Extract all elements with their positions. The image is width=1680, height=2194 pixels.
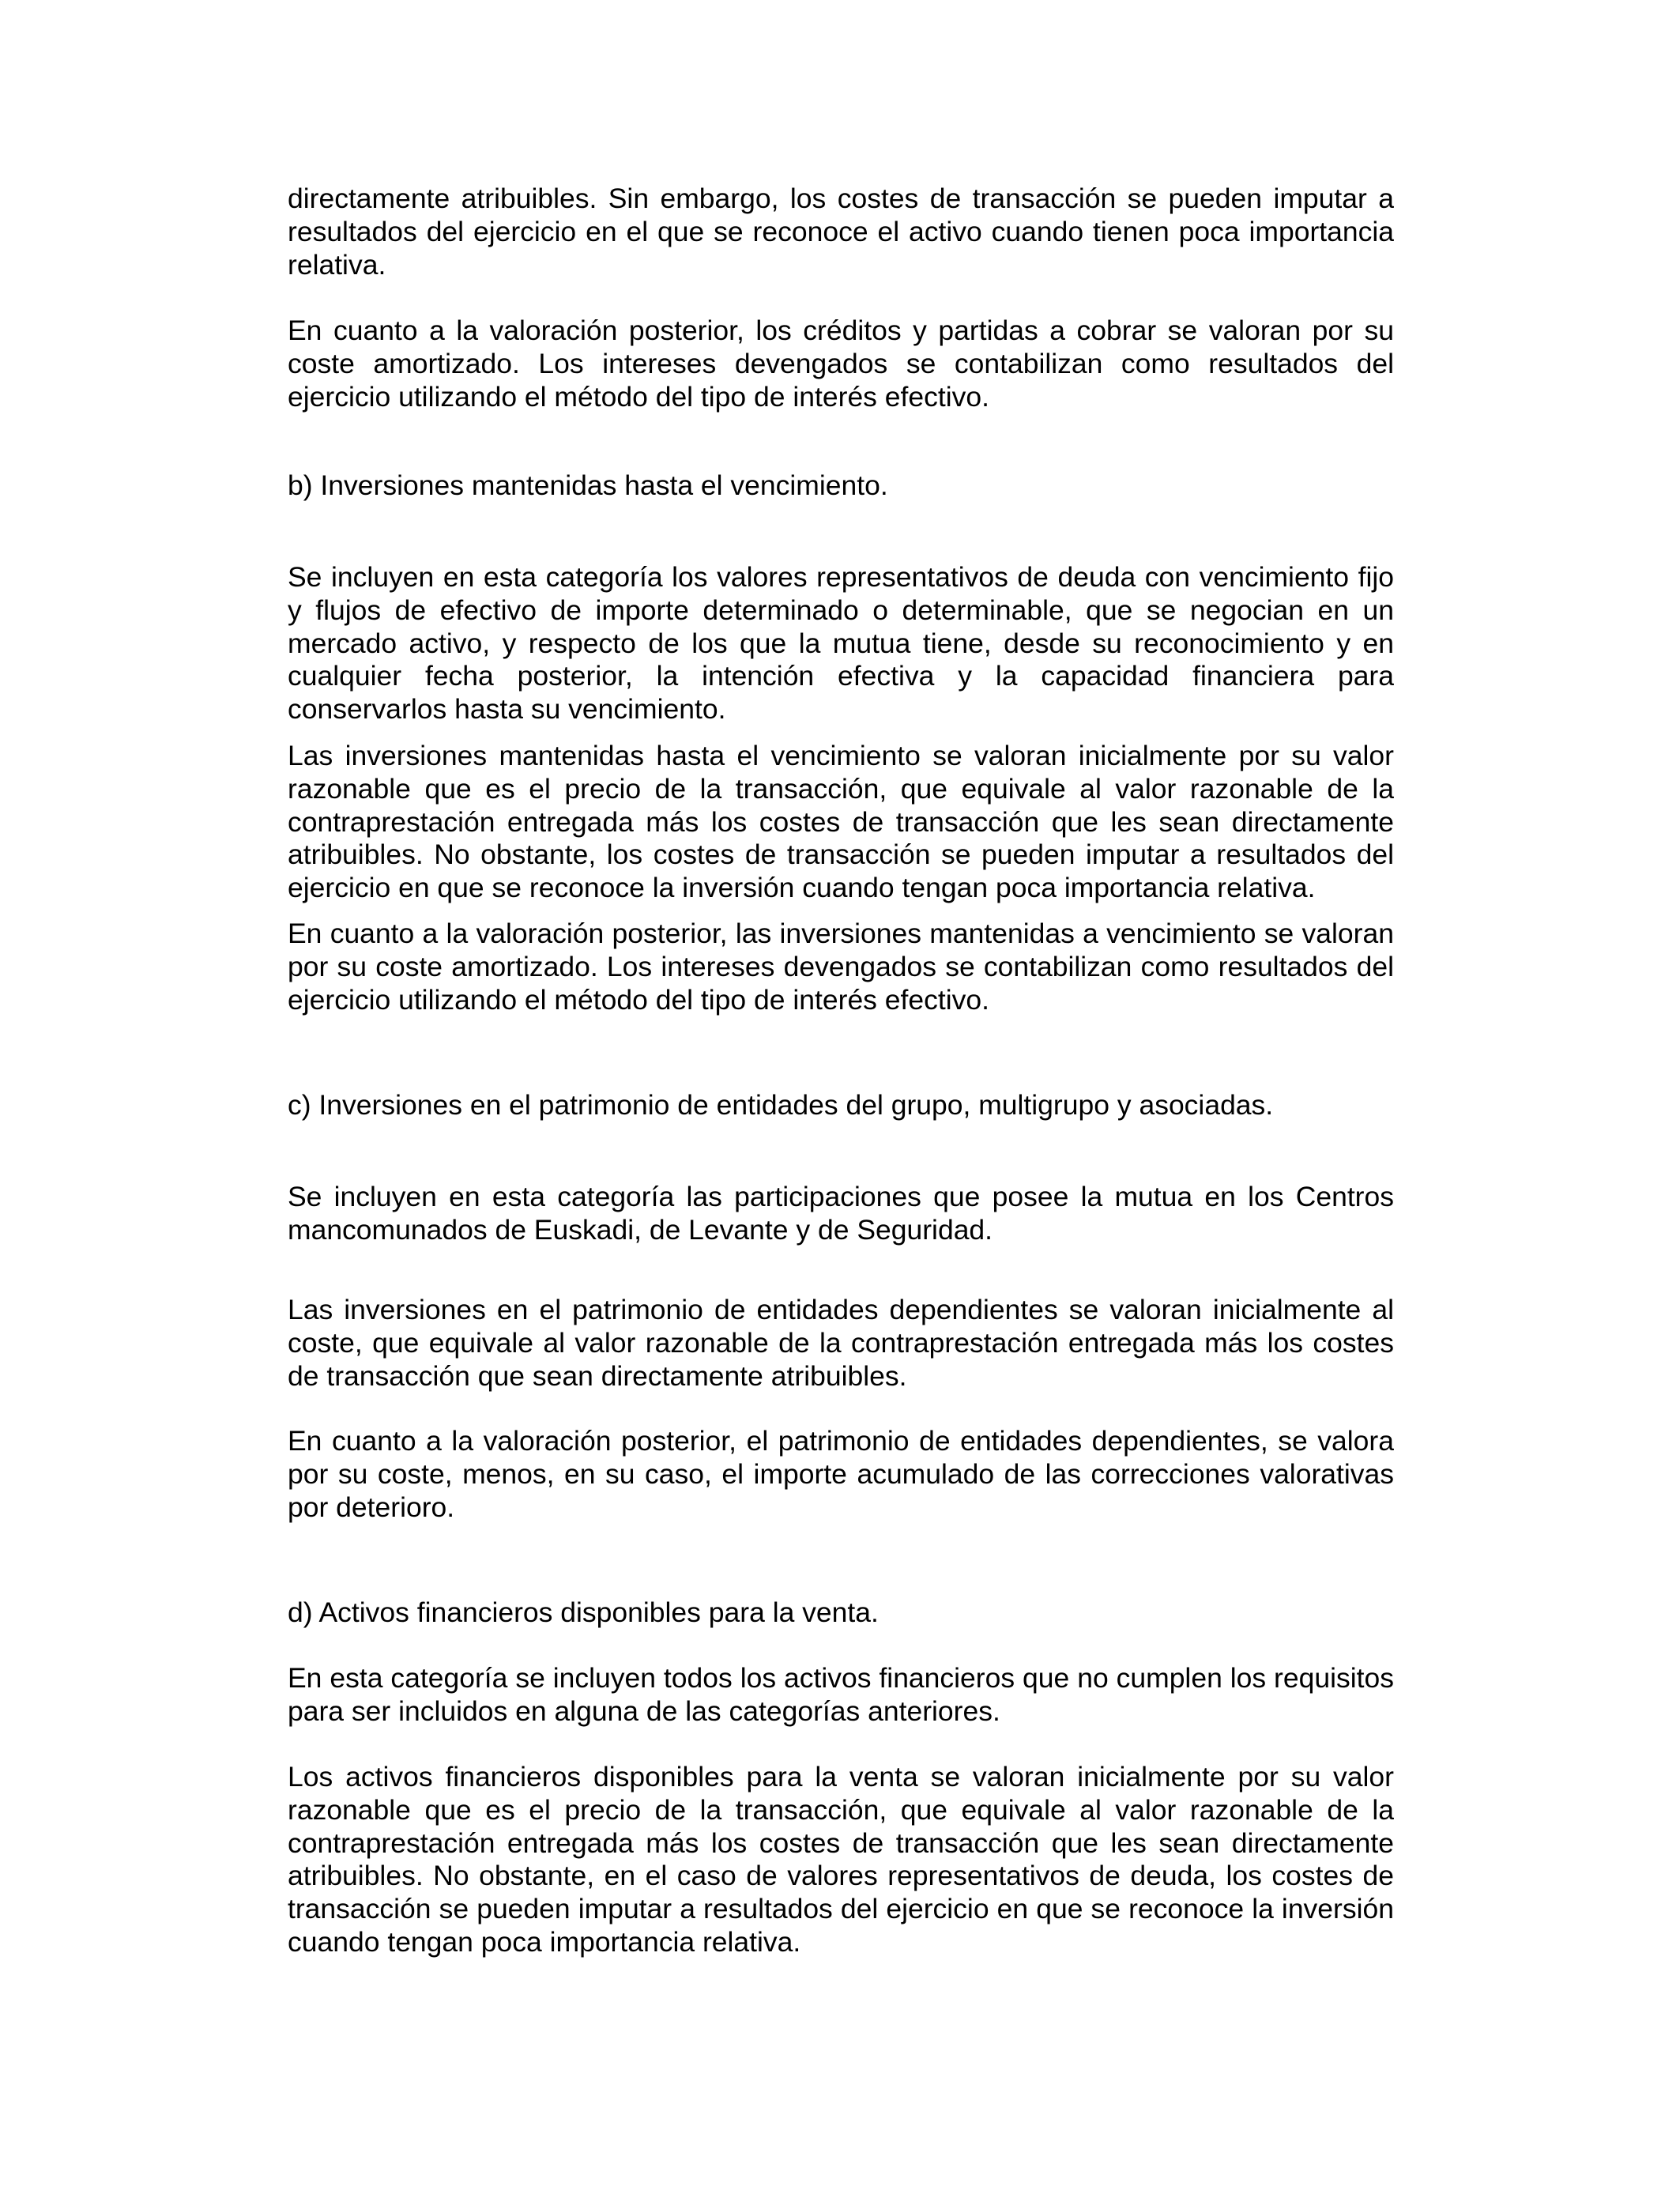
paragraph-group-entities-subsequent-valuation: En cuanto a la valoración posterior, el patrimonio de entidades dependientes, se valora por su coste, menos, en su caso, el importe acumulado de las correcciones valorativas por deterioro. bbox=[288, 1425, 1394, 1523]
paragraph-group-entities-initial-valuation: Las inversiones en el patrimonio de entidades dependientes se valoran inicialmente al coste, que equivale al valor razonable de la contraprestación entregada más los costes de transacción que sean directamente atribuibles. bbox=[288, 1294, 1394, 1392]
paragraph-credits-subsequent-valuation: En cuanto a la valoración posterior, los créditos y partidas a cobrar se valoran por su coste amortizado. Los intereses devengados se contabilizan como resultados del ejercicio utilizando el método del tipo de interés efectivo. bbox=[288, 315, 1394, 413]
paragraph-held-to-maturity-subsequent-valuation: En cuanto a la valoración posterior, las inversiones mantenidas a vencimiento se valoran por su coste amortizado. Los intereses devengados se contabilizan como resultados del ejercicio utilizando el método del tipo de interés efectivo. bbox=[288, 918, 1394, 1016]
section-heading-d: d) Activos financieros disponibles para la venta. bbox=[288, 1596, 879, 1628]
section-heading-c: c) Inversiones en el patrimonio de entidades del grupo, multigrupo y asociadas. bbox=[288, 1089, 1274, 1121]
paragraph-group-entities-definition: Se incluyen en esta categoría las participaciones que posee la mutua en los Centros mancomunados de Euskadi, de Levante y de Seguridad. bbox=[288, 1181, 1394, 1246]
section-heading-b: b) Inversiones mantenidas hasta el vencimiento. bbox=[288, 469, 888, 501]
paragraph-available-for-sale-initial-valuation: Los activos financieros disponibles para la venta se valoran inicialmente por su valor razonable que es el precio de la transacción, que equivale al valor razonable de la contraprestación entregada más los costes de transacción que les sean directamente atribuibles. No obstante, en el caso de valores representativos de deuda, los costes de transacción se pueden imputar a resultados del ejercicio en que se reconoce la inversión cuando tengan poca importancia relativa. bbox=[288, 1761, 1394, 1958]
paragraph-available-for-sale-definition: En esta categoría se incluyen todos los activos financieros que no cumplen los requisitos para ser incluidos en alguna de las categorías anteriores. bbox=[288, 1662, 1394, 1727]
paragraph-transaction-costs: directamente atribuibles. Sin embargo, los costes de transacción se pueden imputar a resultados del ejercicio en el que se reconoce el activo cuando tienen poca importancia relativa. bbox=[288, 183, 1394, 281]
paragraph-held-to-maturity-definition: Se incluyen en esta categoría los valores representativos de deuda con vencimiento fijo y flujos de efectivo de importe determinado o determinable, que se negocian en un mercado activo, y respecto de los que la mutua tiene, desde su reconocimiento y en cualquier fecha posterior, la intención efectiva y la capacidad financiera para conservarlos hasta su vencimiento. bbox=[288, 561, 1394, 726]
paragraph-held-to-maturity-initial-valuation: Las inversiones mantenidas hasta el vencimiento se valoran inicialmente por su valor razonable que es el precio de la transacción, que equivale al valor razonable de la contraprestación entregada más los costes de transacción que les sean directamente atribuibles. No obstante, los costes de transacción se pueden imputar a resultados del ejercicio en que se reconoce la inversión cuando tengan poca importancia relativa. bbox=[288, 740, 1394, 904]
